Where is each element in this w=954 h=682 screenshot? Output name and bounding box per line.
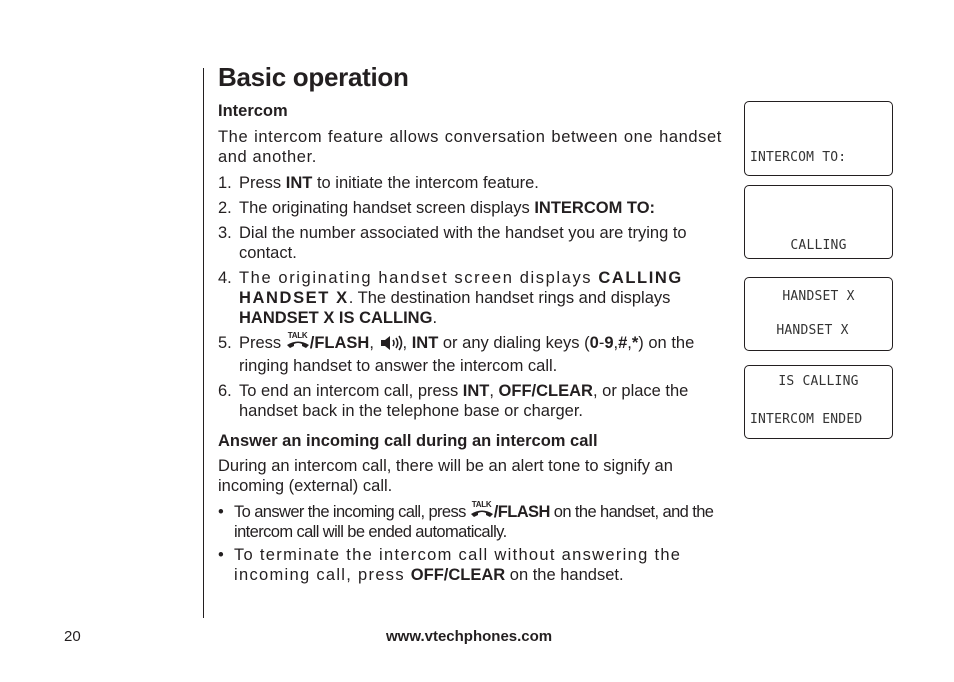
intercom-intro: The intercom feature allows conversation between one handset and another.	[218, 128, 722, 166]
main-content	[218, 101, 722, 585]
speaker-volume-icon	[379, 335, 403, 356]
intercom-heading: Intercom	[218, 102, 288, 120]
lcd-screen-intercom-to: INTERCOM TO:	[744, 101, 893, 176]
list-item: • To terminate the intercom call without answering the incoming call, press OFF/CLEAR on the handset.	[218, 546, 682, 584]
list-item: 6. To end an intercom call, press INT, OFF/CLEAR, or place the handset back in the telephone base or charger.	[218, 382, 689, 420]
margin-rule	[203, 68, 204, 618]
list-item: 5. Press TALK /FLASH, , INT or any dialing keys (0-9,#,*) on the ringing handset to answer the intercom call.	[218, 331, 695, 375]
answer-bullets	[218, 502, 722, 585]
list-item: 3. Dial the number associated with the handset you are trying to contact.	[218, 224, 687, 262]
intercom-steps	[218, 173, 722, 421]
lcd-screen-is-calling: HANDSET X IS CALLING	[744, 277, 893, 351]
talk-phone-icon: TALK	[286, 333, 310, 351]
answer-intro: During an intercom call, there will be an alert tone to signify an incoming (external) call.	[218, 457, 673, 495]
list-item: 2. The originating handset screen displays INTERCOM TO:	[218, 199, 656, 217]
list-item: 1. Press INT to initiate the intercom feature.	[218, 174, 539, 192]
answer-heading: Answer an incoming call during an intercom call	[218, 432, 598, 450]
talk-phone-icon: TALK	[470, 502, 494, 520]
footer-url: www.vtechphones.com	[386, 628, 553, 645]
list-item: • To answer the incoming call, press TALK /FLASH on the handset, and the intercom call will be ended automatically.	[218, 500, 714, 541]
lcd-screen-calling: CALLING HANDSET X	[744, 185, 893, 259]
page-title: Basic operation	[218, 62, 409, 92]
page-number: 20	[64, 628, 81, 645]
list-item: 4. The originating handset screen displays CALLING HANDSET X. The destination handset rings and displays HANDSET X IS CALLING.	[218, 269, 683, 327]
lcd-screen-intercom-ended: INTERCOM ENDED	[744, 365, 893, 439]
